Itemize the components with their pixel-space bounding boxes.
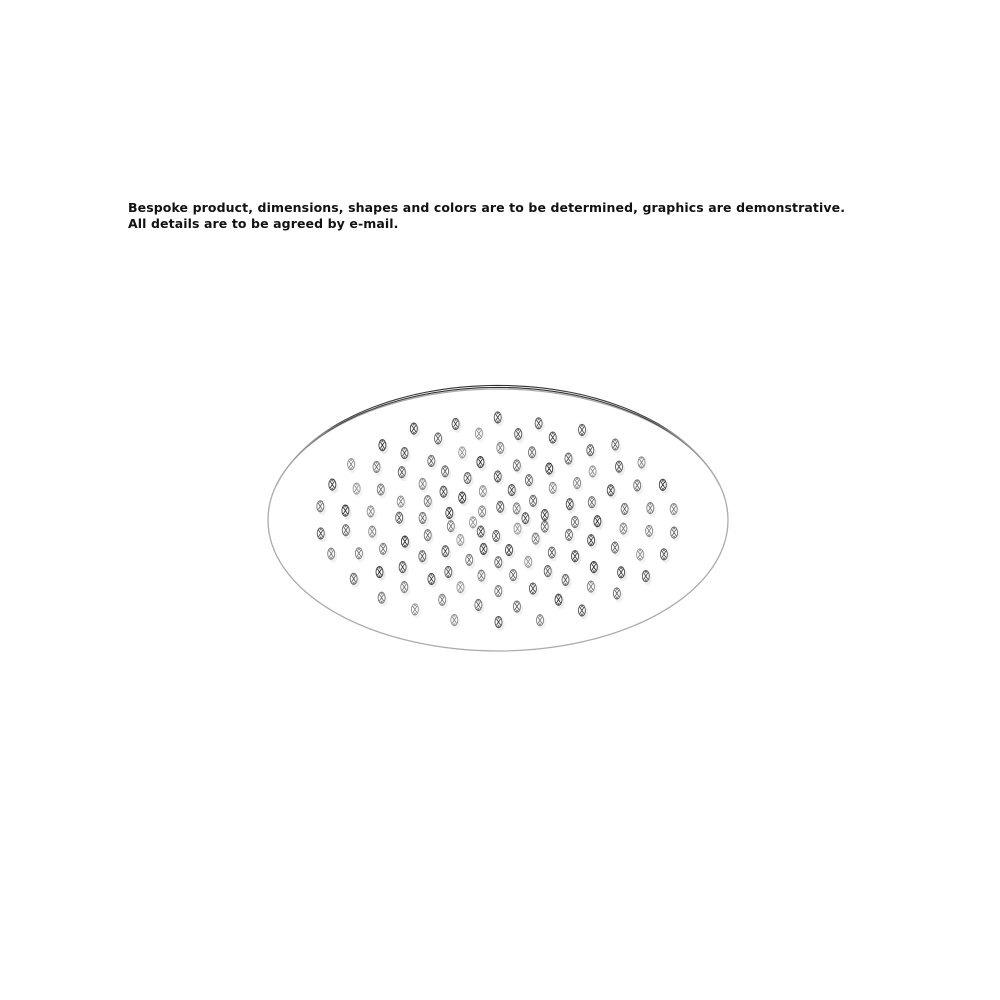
- disclaimer-line-2: All details are to be agreed by e-mail.: [128, 216, 399, 231]
- disclaimer-line-1: Bespoke product, dimensions, shapes and colors are to be determined, graphics are demonstrative.: [128, 200, 846, 215]
